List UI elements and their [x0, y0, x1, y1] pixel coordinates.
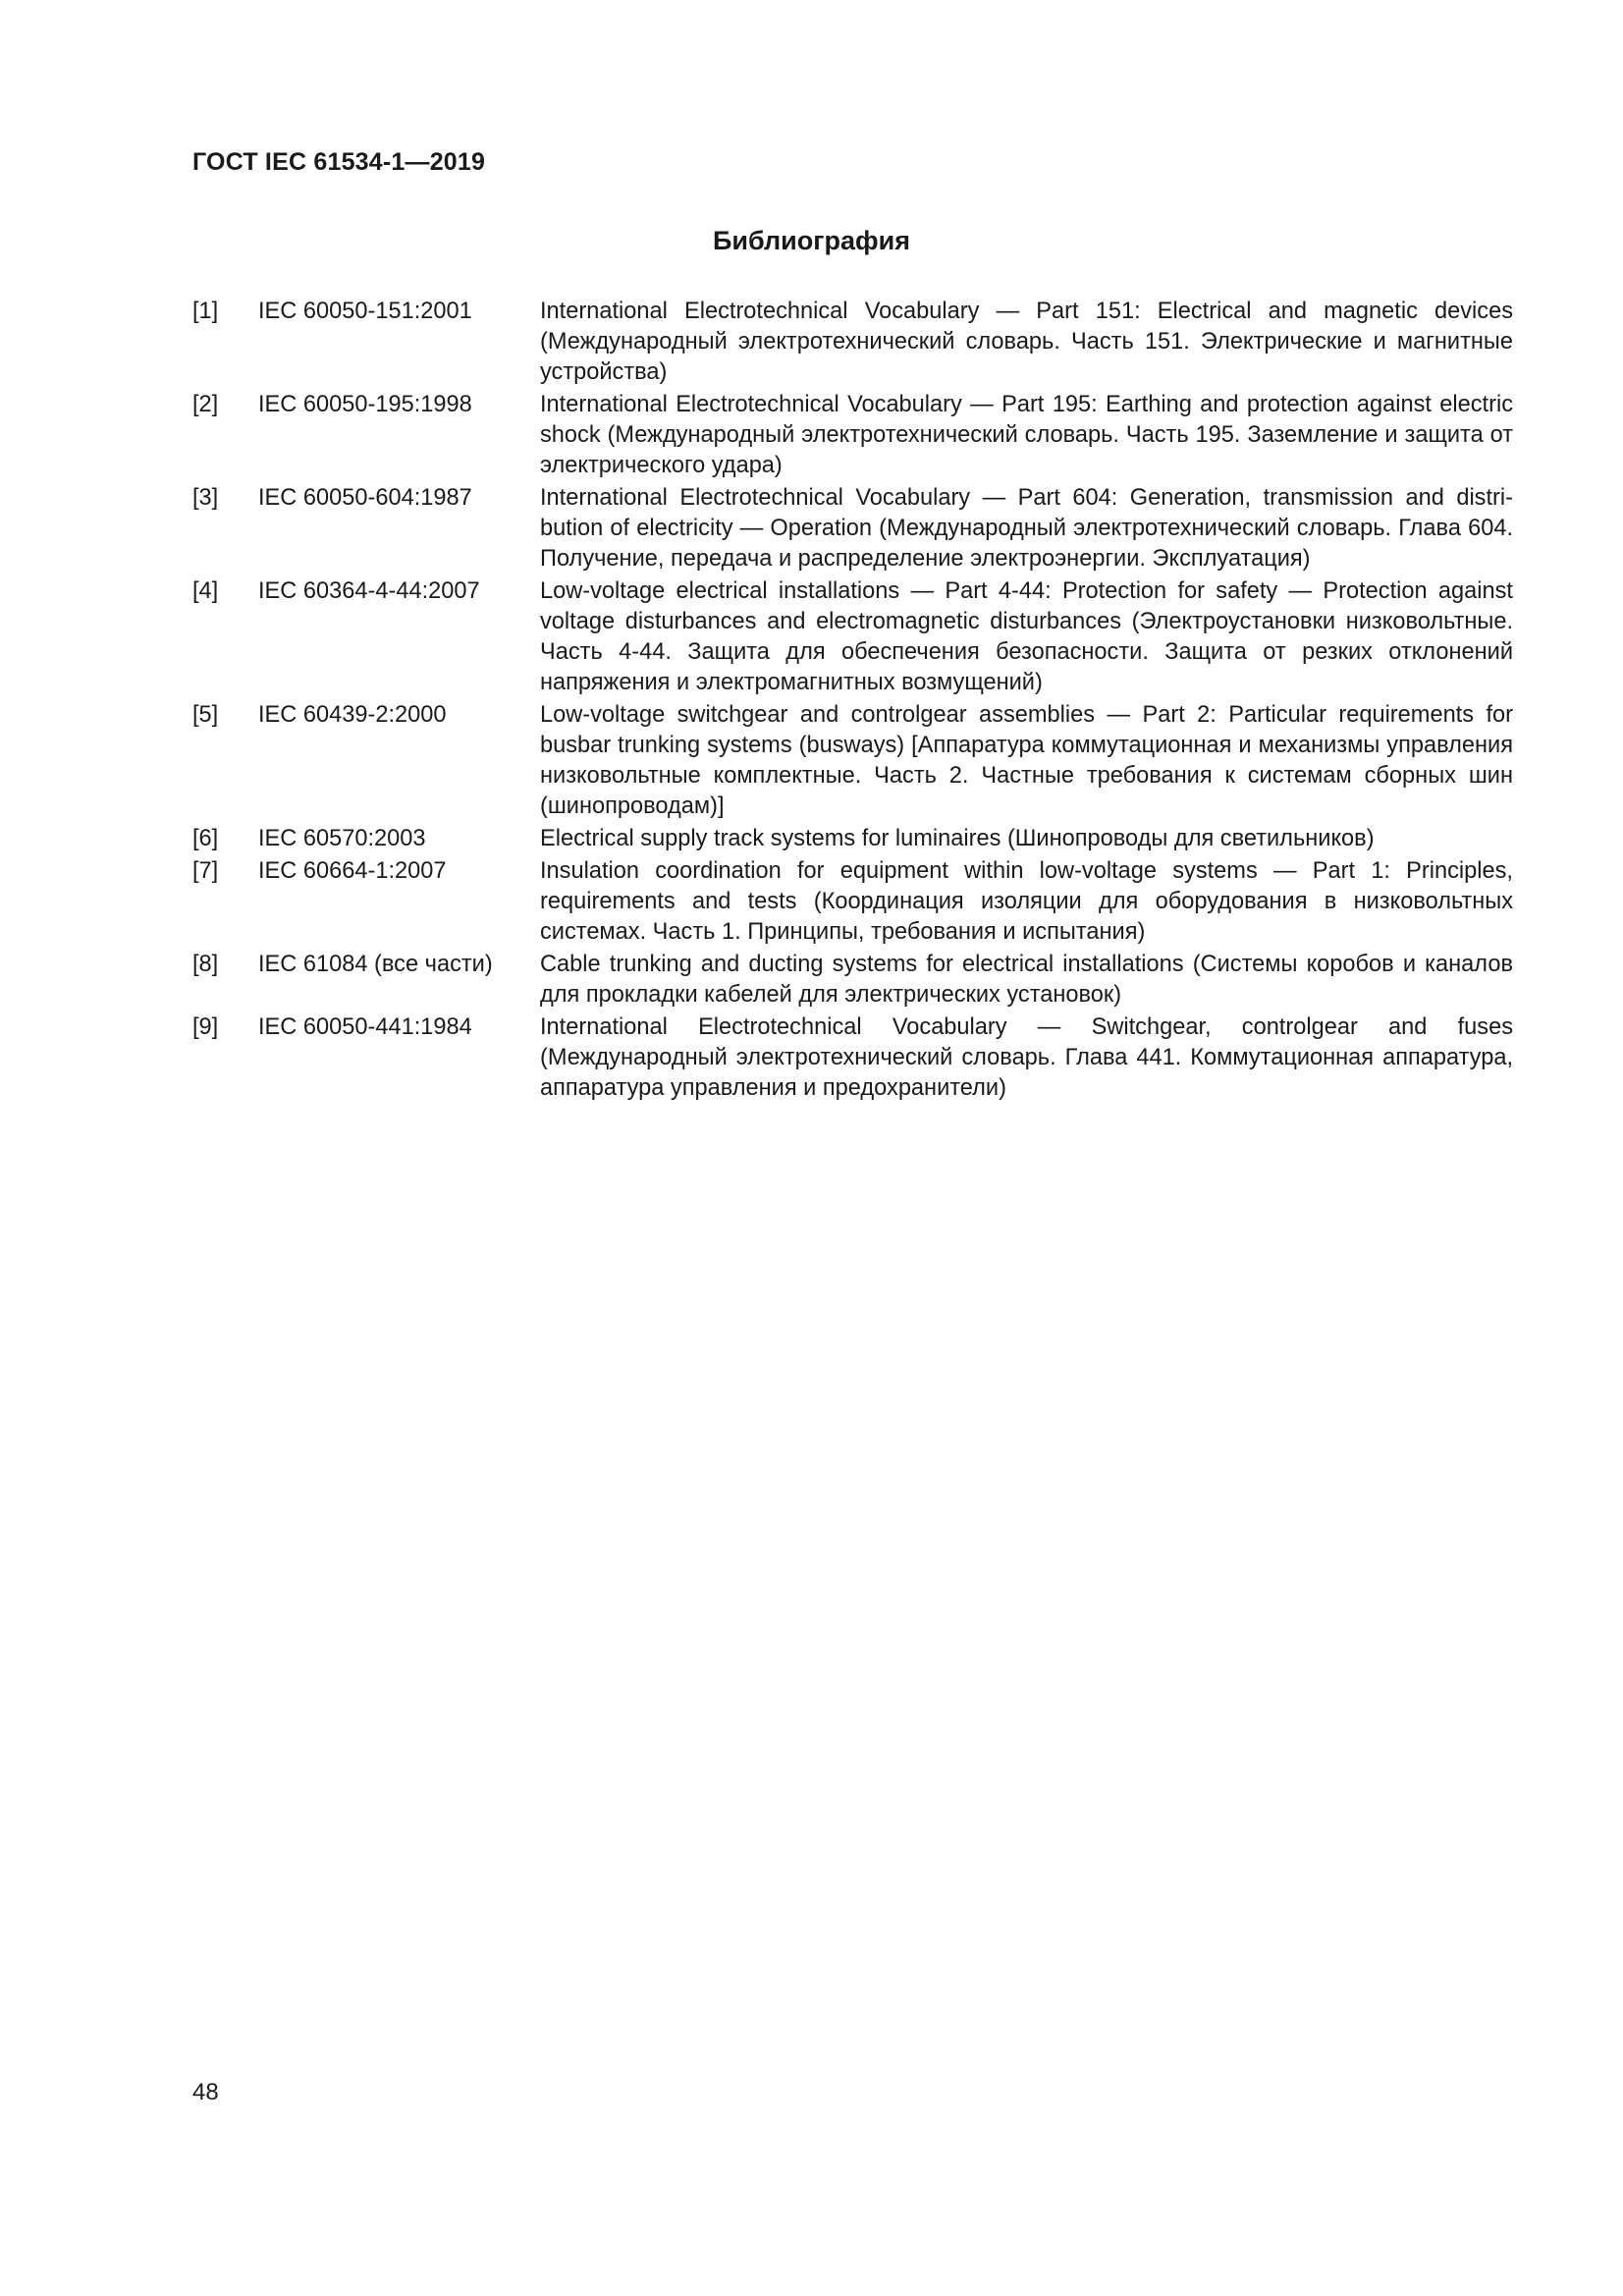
- bibliography-entry: [192, 390, 1513, 483]
- bibliography-entry: [192, 1012, 1513, 1106]
- bibliography-entry: [192, 576, 1513, 700]
- bibliography-entry: [192, 856, 1513, 950]
- bibliography-entry: [192, 950, 1513, 1012]
- entry-description: Electrical supply track systems for luminaires (Шинопроводы для светильников): [540, 826, 1375, 851]
- entry-standard-code: IEC 60364-4-44:2007: [258, 578, 480, 604]
- entry-number: [4]: [192, 578, 219, 604]
- entry-standard-code: IEC 60050-195:1998: [258, 392, 472, 417]
- document-header: ГОСТ IEC 61534-1—2019: [192, 148, 486, 176]
- page-number: 48: [192, 2079, 219, 2105]
- entry-number: [5]: [192, 702, 219, 728]
- entry-number: [6]: [192, 826, 219, 851]
- entry-number: [1]: [192, 299, 219, 324]
- entry-standard-code: IEC 60050-441:1984: [258, 1014, 472, 1040]
- bibliography-table: [192, 297, 1513, 1106]
- section-title: Библиография: [713, 226, 910, 255]
- entry-description: International Electrotechnical Vocabulary — Part 151: Electrical and magnetic devices (Международный электротехнический словарь. Часть 151. Электрические и магнитные устройства): [540, 299, 1513, 385]
- entry-number: [3]: [192, 485, 219, 511]
- bibliography-entry: [192, 483, 1513, 576]
- entry-number: [7]: [192, 858, 219, 884]
- entry-description: International Electrotechnical Vocabulary — Switchgear, controlgear and fuses (Международный электротехнический словарь. Глава 441. Коммутационная аппаратура, аппаратура управления и предохранители): [540, 1014, 1513, 1101]
- entry-standard-code: IEC 61084 (все части): [258, 952, 493, 977]
- entry-standard-code: IEC 60439-2:2000: [258, 702, 447, 728]
- entry-description: International Electrotechnical Vocabulary — Part 604: Generation, transmission and distribution of electricity — Operation (Международный электротехнический словарь. Глава 604. Получение, передача и распределение электроэнергии. Эксплуатация): [540, 485, 1513, 572]
- entry-standard-code: IEC 60570:2003: [258, 826, 426, 851]
- entry-number: [8]: [192, 952, 219, 977]
- bibliography-entry: [192, 824, 1513, 856]
- entry-number: [2]: [192, 392, 219, 417]
- entry-description: Low-voltage electrical installations — Part 4-44: Protection for safety — Protection against voltage disturbances and electromagnetic disturbances (Электроустановки низковольтные. Часть 4-44. Защита для обеспечения безопасности. Защита от резких отклонений напряжения и электромагнитных возмущений): [540, 578, 1513, 695]
- bibliography-entry: [192, 297, 1513, 390]
- entry-standard-code: IEC 60050-604:1987: [258, 485, 472, 511]
- entry-standard-code: IEC 60050-151:2001: [258, 299, 472, 324]
- entry-description: Insulation coordination for equipment within low-voltage systems — Part 1: Principles, requirements and tests (Координация изоляции для оборудования в низковольтных системах. Часть 1. Принципы, требования и испытания): [540, 858, 1513, 945]
- entry-description: Low-voltage switchgear and controlgear assemblies — Part 2: Particular requirements for busbar trunking systems (busways) [Аппаратура коммутационная и механизмы управления низковольтные комплектные. Часть 2. Частные требования к системам сборных шин (шинопроводам)]: [540, 702, 1513, 819]
- entry-description: International Electrotechnical Vocabulary — Part 195: Earthing and protection against electric shock (Международный электротехнический словарь. Часть 195. Заземление и защита от электрического удара): [540, 392, 1513, 478]
- entry-number: [9]: [192, 1014, 219, 1040]
- entry-standard-code: IEC 60664-1:2007: [258, 858, 447, 884]
- bibliography-entry: [192, 700, 1513, 824]
- entry-description: Cable trunking and ducting systems for electrical installations (Системы коробов и каналов для прокладки кабелей для электрических установок): [540, 952, 1513, 1008]
